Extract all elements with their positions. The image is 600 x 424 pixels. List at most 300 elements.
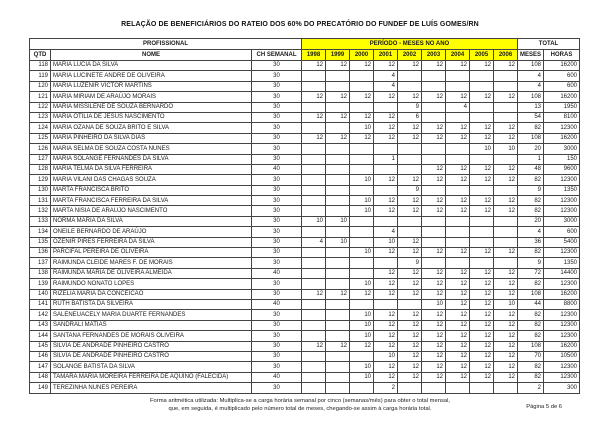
cell-ano-1998 bbox=[302, 227, 326, 237]
cell-ano-1999 bbox=[326, 331, 350, 341]
table-row bbox=[30, 61, 580, 71]
cell-ch-semanal: 30 bbox=[252, 227, 302, 237]
table-row bbox=[30, 227, 580, 237]
table-row bbox=[30, 341, 580, 351]
cell-ano-2003: 12 bbox=[422, 341, 446, 351]
cell-ano-2002: 12 bbox=[398, 289, 422, 299]
cell-nome: MARIA SELMA DE SOUZA COSTA NUNES bbox=[51, 144, 252, 154]
table-row bbox=[30, 196, 580, 206]
cell-ano-2001 bbox=[374, 258, 398, 268]
cell-ano-2000 bbox=[350, 216, 374, 226]
cell-ano-2001: 12 bbox=[374, 248, 398, 258]
cell-meses: 82 bbox=[518, 331, 544, 341]
cell-ano-2006 bbox=[494, 112, 518, 122]
cell-nome: MARTA NISIA DE ARAUJO NASCIMENTO bbox=[51, 206, 252, 216]
cell-ano-2005: 12 bbox=[470, 61, 494, 71]
cell-horas: 600 bbox=[544, 81, 580, 91]
page-number: Página 5 de 6 bbox=[526, 404, 562, 410]
cell-ch-semanal: 30 bbox=[252, 144, 302, 154]
cell-ano-2005: 12 bbox=[470, 320, 494, 330]
cell-ch-semanal: 30 bbox=[252, 196, 302, 206]
cell-nome: SILVIA DE ANDRADE PINHEIRO CASTRO bbox=[51, 351, 252, 361]
cell-ano-2001: 12 bbox=[374, 133, 398, 143]
cell-horas: 16200 bbox=[544, 92, 580, 102]
cell-ano-2003 bbox=[422, 216, 446, 226]
cell-ano-1999 bbox=[326, 268, 350, 278]
footer-note bbox=[0, 398, 600, 413]
cell-nome: TAMARA MARIA MOREIRA FERREIRA DE AQUINO (FALECIDA) bbox=[51, 372, 252, 382]
cell-ano-1998 bbox=[302, 206, 326, 216]
cell-qtd: 148 bbox=[30, 372, 51, 382]
cell-ano-2002: 9 bbox=[398, 258, 422, 268]
cell-ano-2000: 10 bbox=[350, 310, 374, 320]
cell-nome: MARIA LUZENIR VICTOR MARTINS bbox=[51, 81, 252, 91]
cell-ano-2006: 12 bbox=[494, 123, 518, 133]
cell-ano-1998 bbox=[302, 268, 326, 278]
cell-nome: MARIA LÚCIA DA SILVA bbox=[51, 61, 252, 71]
cell-ano-1998 bbox=[302, 175, 326, 185]
cell-nome: ONEILE BERNARDO DE ARAÚJO bbox=[51, 227, 252, 237]
cell-ano-2005 bbox=[470, 81, 494, 91]
cell-ano-2006 bbox=[494, 81, 518, 91]
cell-ano-2006: 12 bbox=[494, 289, 518, 299]
group-header-periodo: PERÍODO - MESES NO ANO bbox=[302, 39, 518, 50]
cell-ano-2001 bbox=[374, 216, 398, 226]
cell-ch-semanal: 30 bbox=[252, 279, 302, 289]
cell-horas: 14400 bbox=[544, 268, 580, 278]
cell-nome: SANTANA FERNANDES DE MORAIS OLIVEIRA bbox=[51, 331, 252, 341]
cell-ano-2003: 12 bbox=[422, 279, 446, 289]
column-header-year-2003: 2003 bbox=[422, 50, 446, 61]
cell-ano-2004: 12 bbox=[446, 320, 470, 330]
cell-nome: RAIMUNDA MARIA DE OLIVEIRA ALMEIDA bbox=[51, 268, 252, 278]
cell-ano-2002: 12 bbox=[398, 196, 422, 206]
cell-nome: MARIA OZANA DE SOUZA BRITO E SILVA bbox=[51, 123, 252, 133]
cell-horas: 16200 bbox=[544, 133, 580, 143]
cell-ano-2003: 12 bbox=[422, 123, 446, 133]
cell-horas: 12300 bbox=[544, 331, 580, 341]
cell-ano-2005: 12 bbox=[470, 123, 494, 133]
cell-ch-semanal: 30 bbox=[252, 248, 302, 258]
cell-ano-1999 bbox=[326, 351, 350, 361]
cell-meses: 2 bbox=[518, 383, 544, 393]
cell-ch-semanal: 30 bbox=[252, 362, 302, 372]
cell-ano-1998 bbox=[302, 258, 326, 268]
cell-ano-2001 bbox=[374, 299, 398, 309]
cell-ano-2004: 12 bbox=[446, 175, 470, 185]
cell-ano-2000 bbox=[350, 299, 374, 309]
cell-ch-semanal: 30 bbox=[252, 258, 302, 268]
cell-qtd: 149 bbox=[30, 383, 51, 393]
cell-ano-2001: 12 bbox=[374, 206, 398, 216]
cell-ano-2001: 12 bbox=[374, 362, 398, 372]
cell-ano-2005 bbox=[470, 154, 494, 164]
cell-nome: MARIA TELMA DA SILVA FERREIRA bbox=[51, 164, 252, 174]
cell-ch-semanal: 30 bbox=[252, 310, 302, 320]
cell-ano-2005: 12 bbox=[470, 133, 494, 143]
cell-ano-2001: 1 bbox=[374, 154, 398, 164]
cell-ano-2005 bbox=[470, 237, 494, 247]
cell-ano-2003: 12 bbox=[422, 362, 446, 372]
cell-ch-semanal: 30 bbox=[252, 175, 302, 185]
cell-ano-1999 bbox=[326, 279, 350, 289]
cell-horas: 8100 bbox=[544, 112, 580, 122]
cell-ano-2000: 12 bbox=[350, 133, 374, 143]
cell-ano-2003: 12 bbox=[422, 372, 446, 382]
cell-horas: 12300 bbox=[544, 248, 580, 258]
cell-ano-2005: 12 bbox=[470, 206, 494, 216]
cell-horas: 12300 bbox=[544, 175, 580, 185]
cell-ano-2003 bbox=[422, 144, 446, 154]
cell-ano-2003: 12 bbox=[422, 268, 446, 278]
cell-ano-2002: 12 bbox=[398, 310, 422, 320]
cell-ch-semanal: 30 bbox=[252, 92, 302, 102]
cell-ano-1998 bbox=[302, 372, 326, 382]
cell-ano-2004: 12 bbox=[446, 289, 470, 299]
cell-ano-2006 bbox=[494, 102, 518, 112]
cell-qtd: 144 bbox=[30, 331, 51, 341]
cell-ano-2003: 12 bbox=[422, 351, 446, 361]
cell-ano-2001: 12 bbox=[374, 341, 398, 351]
cell-ano-2003: 12 bbox=[422, 310, 446, 320]
cell-ano-2006 bbox=[494, 258, 518, 268]
cell-meses: 70 bbox=[518, 351, 544, 361]
cell-ano-2001: 12 bbox=[374, 175, 398, 185]
cell-nome: RAIMUNDO NONATO LOPES bbox=[51, 279, 252, 289]
group-header-total: TOTAL bbox=[518, 39, 580, 50]
cell-ano-2000 bbox=[350, 144, 374, 154]
cell-ch-semanal: 30 bbox=[252, 206, 302, 216]
cell-qtd: 138 bbox=[30, 268, 51, 278]
cell-ano-1999 bbox=[326, 164, 350, 174]
cell-nome: OZENIR PIRES FERREIRA DA SILVA bbox=[51, 237, 252, 247]
cell-ano-1999 bbox=[326, 81, 350, 91]
cell-ano-2003 bbox=[422, 237, 446, 247]
cell-ano-2001: 12 bbox=[374, 279, 398, 289]
cell-meses: 4 bbox=[518, 71, 544, 81]
cell-ano-1999: 10 bbox=[326, 216, 350, 226]
cell-ano-1998: 12 bbox=[302, 112, 326, 122]
table-row bbox=[30, 71, 580, 81]
cell-ano-2003: 12 bbox=[422, 61, 446, 71]
cell-nome: RIZELIA MARIA DA CONCEICAO bbox=[51, 289, 252, 299]
cell-ano-2006: 12 bbox=[494, 196, 518, 206]
column-header-year-2004: 2004 bbox=[446, 50, 470, 61]
cell-ano-2000 bbox=[350, 227, 374, 237]
cell-ano-2004: 12 bbox=[446, 351, 470, 361]
cell-ano-2005: 12 bbox=[470, 331, 494, 341]
cell-ano-2003: 10 bbox=[422, 299, 446, 309]
cell-qtd: 132 bbox=[30, 206, 51, 216]
cell-nome: SILVIA DE ANDRADE PINHEIRO CASTRO bbox=[51, 341, 252, 351]
cell-ano-2003: 12 bbox=[422, 320, 446, 330]
cell-ano-2002: 12 bbox=[398, 92, 422, 102]
cell-ano-2000: 10 bbox=[350, 279, 374, 289]
cell-ch-semanal: 30 bbox=[252, 237, 302, 247]
cell-ano-1998 bbox=[302, 248, 326, 258]
cell-ano-1998 bbox=[302, 154, 326, 164]
cell-nome: SANDRALI MATIAS bbox=[51, 320, 252, 330]
cell-ano-1999 bbox=[326, 175, 350, 185]
cell-ano-2003: 12 bbox=[422, 196, 446, 206]
cell-qtd: 118 bbox=[30, 61, 51, 71]
cell-ano-2001 bbox=[374, 144, 398, 154]
cell-ano-2002: 12 bbox=[398, 61, 422, 71]
cell-ano-2006: 12 bbox=[494, 279, 518, 289]
cell-ano-2004: 12 bbox=[446, 279, 470, 289]
column-header-year-2002: 2002 bbox=[398, 50, 422, 61]
cell-ano-2000: 10 bbox=[350, 320, 374, 330]
table-row bbox=[30, 331, 580, 341]
column-header-year-2001: 2001 bbox=[374, 50, 398, 61]
cell-meses: 1 bbox=[518, 154, 544, 164]
cell-nome: RUTH BATISTA DA SILVEIRA bbox=[51, 299, 252, 309]
cell-nome: NORMA MARIA DA SILVA bbox=[51, 216, 252, 226]
cell-ano-2004 bbox=[446, 112, 470, 122]
cell-meses: 82 bbox=[518, 175, 544, 185]
cell-ano-2002 bbox=[398, 227, 422, 237]
cell-ano-2002 bbox=[398, 164, 422, 174]
table-row bbox=[30, 237, 580, 247]
cell-ano-1999 bbox=[326, 123, 350, 133]
cell-meses: 44 bbox=[518, 299, 544, 309]
cell-ano-1999 bbox=[326, 362, 350, 372]
cell-ano-2005: 12 bbox=[470, 351, 494, 361]
cell-ano-2004 bbox=[446, 154, 470, 164]
table-row bbox=[30, 383, 580, 393]
cell-qtd: 142 bbox=[30, 310, 51, 320]
cell-ch-semanal: 30 bbox=[252, 133, 302, 143]
cell-ch-semanal: 30 bbox=[252, 185, 302, 195]
cell-ano-2003: 12 bbox=[422, 133, 446, 143]
cell-ano-2006 bbox=[494, 216, 518, 226]
page-title: RELAÇÃO DE BENEFICIÁRIOS DO RATEIO DOS 60% DO PRECATÓRIO DO FUNDEF DE LUÍS GOMES/RN bbox=[121, 21, 479, 28]
table-row bbox=[30, 299, 580, 309]
cell-ano-2004: 12 bbox=[446, 123, 470, 133]
cell-ano-2004 bbox=[446, 81, 470, 91]
group-header-profissional: PROFISSIONAL bbox=[30, 39, 302, 50]
cell-ano-2000: 10 bbox=[350, 248, 374, 258]
cell-ano-2002 bbox=[398, 216, 422, 226]
cell-ch-semanal: 30 bbox=[252, 61, 302, 71]
cell-ano-2002: 12 bbox=[398, 175, 422, 185]
cell-qtd: 119 bbox=[30, 71, 51, 81]
cell-nome: MARIA SOLANGE FERNANDES DA SILVA bbox=[51, 154, 252, 164]
cell-ano-1998 bbox=[302, 362, 326, 372]
cell-nome: SALENEUACELY MARIA DUARTE FERNANDES bbox=[51, 310, 252, 320]
cell-ano-2000 bbox=[350, 164, 374, 174]
cell-qtd: 121 bbox=[30, 92, 51, 102]
cell-ano-2005: 12 bbox=[470, 164, 494, 174]
cell-ch-semanal: 30 bbox=[252, 351, 302, 361]
cell-ano-2002 bbox=[398, 154, 422, 164]
cell-ano-2004 bbox=[446, 237, 470, 247]
cell-qtd: 123 bbox=[30, 112, 51, 122]
cell-meses: 82 bbox=[518, 248, 544, 258]
cell-ano-2004: 12 bbox=[446, 310, 470, 320]
cell-ano-2001: 12 bbox=[374, 92, 398, 102]
cell-ano-2002: 6 bbox=[398, 112, 422, 122]
cell-ano-2002: 9 bbox=[398, 185, 422, 195]
cell-ano-2006: 12 bbox=[494, 175, 518, 185]
cell-qtd: 145 bbox=[30, 341, 51, 351]
cell-ano-2001: 4 bbox=[374, 227, 398, 237]
cell-ch-semanal: 30 bbox=[252, 289, 302, 299]
cell-ano-2004: 12 bbox=[446, 92, 470, 102]
cell-ano-2005: 12 bbox=[470, 196, 494, 206]
cell-ano-1998 bbox=[302, 383, 326, 393]
cell-qtd: 127 bbox=[30, 154, 51, 164]
cell-nome: MARIA VILANI DAS CHAGAS SOUZA bbox=[51, 175, 252, 185]
cell-horas: 12300 bbox=[544, 372, 580, 382]
cell-ano-2001: 12 bbox=[374, 289, 398, 299]
cell-ano-2000: 12 bbox=[350, 92, 374, 102]
cell-ano-2001 bbox=[374, 164, 398, 174]
cell-ano-1998: 12 bbox=[302, 341, 326, 351]
cell-ano-2000 bbox=[350, 71, 374, 81]
cell-ano-2001: 12 bbox=[374, 310, 398, 320]
cell-ano-2000: 12 bbox=[350, 289, 374, 299]
cell-ano-2006: 12 bbox=[494, 372, 518, 382]
cell-qtd: 140 bbox=[30, 289, 51, 299]
table-row bbox=[30, 102, 580, 112]
cell-qtd: 133 bbox=[30, 216, 51, 226]
table-row bbox=[30, 289, 580, 299]
cell-ano-1999 bbox=[326, 154, 350, 164]
cell-ano-1998: 12 bbox=[302, 92, 326, 102]
cell-qtd: 130 bbox=[30, 185, 51, 195]
cell-horas: 10500 bbox=[544, 351, 580, 361]
cell-ano-2006 bbox=[494, 71, 518, 81]
cell-qtd: 141 bbox=[30, 299, 51, 309]
cell-qtd: 139 bbox=[30, 279, 51, 289]
cell-ano-2005 bbox=[470, 102, 494, 112]
cell-ano-1998 bbox=[302, 185, 326, 195]
cell-ano-2006: 12 bbox=[494, 248, 518, 258]
cell-meses: 4 bbox=[518, 81, 544, 91]
cell-qtd: 128 bbox=[30, 164, 51, 174]
cell-ano-2003 bbox=[422, 71, 446, 81]
cell-ano-2001: 10 bbox=[374, 351, 398, 361]
cell-nome: MARTA FRANCISCA BRITO bbox=[51, 185, 252, 195]
cell-ano-2001: 12 bbox=[374, 196, 398, 206]
column-header-year-2005: 2005 bbox=[470, 50, 494, 61]
cell-ch-semanal: 40 bbox=[252, 299, 302, 309]
cell-ano-2004: 12 bbox=[446, 164, 470, 174]
cell-ano-1999: 12 bbox=[326, 112, 350, 122]
cell-horas: 16200 bbox=[544, 61, 580, 71]
cell-ano-2003 bbox=[422, 112, 446, 122]
cell-meses: 4 bbox=[518, 227, 544, 237]
cell-qtd: 135 bbox=[30, 237, 51, 247]
cell-meses: 20 bbox=[518, 216, 544, 226]
cell-ano-1998 bbox=[302, 144, 326, 154]
cell-ano-1999 bbox=[326, 383, 350, 393]
cell-ano-2002: 12 bbox=[398, 362, 422, 372]
cell-ano-2001 bbox=[374, 102, 398, 112]
cell-ano-1998 bbox=[302, 351, 326, 361]
cell-ano-2001: 12 bbox=[374, 112, 398, 122]
cell-meses: 9 bbox=[518, 258, 544, 268]
cell-ano-2002 bbox=[398, 81, 422, 91]
cell-horas: 5400 bbox=[544, 237, 580, 247]
cell-ano-2000: 10 bbox=[350, 206, 374, 216]
cell-ano-1998: 12 bbox=[302, 61, 326, 71]
table-row bbox=[30, 144, 580, 154]
cell-ano-1999 bbox=[326, 185, 350, 195]
cell-ano-2004: 4 bbox=[446, 102, 470, 112]
table-row bbox=[30, 81, 580, 91]
cell-nome: MARIA PINHEIRO DA SILVA DIAS bbox=[51, 133, 252, 143]
cell-meses: 82 bbox=[518, 196, 544, 206]
cell-ano-2004: 12 bbox=[446, 206, 470, 216]
column-header-year-1999: 1999 bbox=[326, 50, 350, 61]
table-row bbox=[30, 258, 580, 268]
cell-ano-2000: 10 bbox=[350, 196, 374, 206]
cell-ano-2001: 12 bbox=[374, 268, 398, 278]
cell-qtd: 134 bbox=[30, 227, 51, 237]
cell-ano-2005: 12 bbox=[470, 310, 494, 320]
cell-ano-1998 bbox=[302, 81, 326, 91]
column-header-year-2006: 2006 bbox=[494, 50, 518, 61]
cell-ano-2006 bbox=[494, 154, 518, 164]
cell-ano-1999: 10 bbox=[326, 237, 350, 247]
cell-meses: 20 bbox=[518, 144, 544, 154]
cell-ch-semanal: 30 bbox=[252, 216, 302, 226]
cell-horas: 300 bbox=[544, 383, 580, 393]
cell-ano-2000 bbox=[350, 258, 374, 268]
cell-ano-2000: 10 bbox=[350, 175, 374, 185]
cell-ano-1999 bbox=[326, 227, 350, 237]
cell-horas: 12300 bbox=[544, 362, 580, 372]
cell-ch-semanal: 30 bbox=[252, 81, 302, 91]
cell-ano-2000: 10 bbox=[350, 372, 374, 382]
cell-ano-2004: 12 bbox=[446, 362, 470, 372]
cell-ano-2000 bbox=[350, 237, 374, 247]
cell-ano-1998: 10 bbox=[302, 216, 326, 226]
cell-ch-semanal: 40 bbox=[252, 372, 302, 382]
cell-ano-2003: 12 bbox=[422, 206, 446, 216]
cell-ano-2000 bbox=[350, 351, 374, 361]
cell-meses: 82 bbox=[518, 362, 544, 372]
cell-qtd: 147 bbox=[30, 362, 51, 372]
cell-ano-2002 bbox=[398, 383, 422, 393]
cell-meses: 36 bbox=[518, 237, 544, 247]
table-row bbox=[30, 216, 580, 226]
cell-horas: 3000 bbox=[544, 144, 580, 154]
cell-horas: 12300 bbox=[544, 279, 580, 289]
cell-horas: 1350 bbox=[544, 258, 580, 268]
cell-ano-2004: 12 bbox=[446, 299, 470, 309]
cell-ano-2005: 12 bbox=[470, 299, 494, 309]
cell-ano-2006 bbox=[494, 383, 518, 393]
cell-ano-1999 bbox=[326, 248, 350, 258]
cell-ano-2005: 12 bbox=[470, 268, 494, 278]
cell-qtd: 120 bbox=[30, 81, 51, 91]
cell-horas: 16200 bbox=[544, 341, 580, 351]
cell-ano-2002: 12 bbox=[398, 320, 422, 330]
cell-ano-2000: 12 bbox=[350, 112, 374, 122]
table-row bbox=[30, 320, 580, 330]
cell-ano-2005 bbox=[470, 185, 494, 195]
cell-meses: 48 bbox=[518, 164, 544, 174]
cell-ano-1998: 12 bbox=[302, 289, 326, 299]
cell-ano-1998 bbox=[302, 299, 326, 309]
cell-nome: SOLANGE BATISTA DA SILVA bbox=[51, 362, 252, 372]
cell-ch-semanal: 30 bbox=[252, 154, 302, 164]
cell-ano-2004: 12 bbox=[446, 248, 470, 258]
cell-qtd: 129 bbox=[30, 175, 51, 185]
